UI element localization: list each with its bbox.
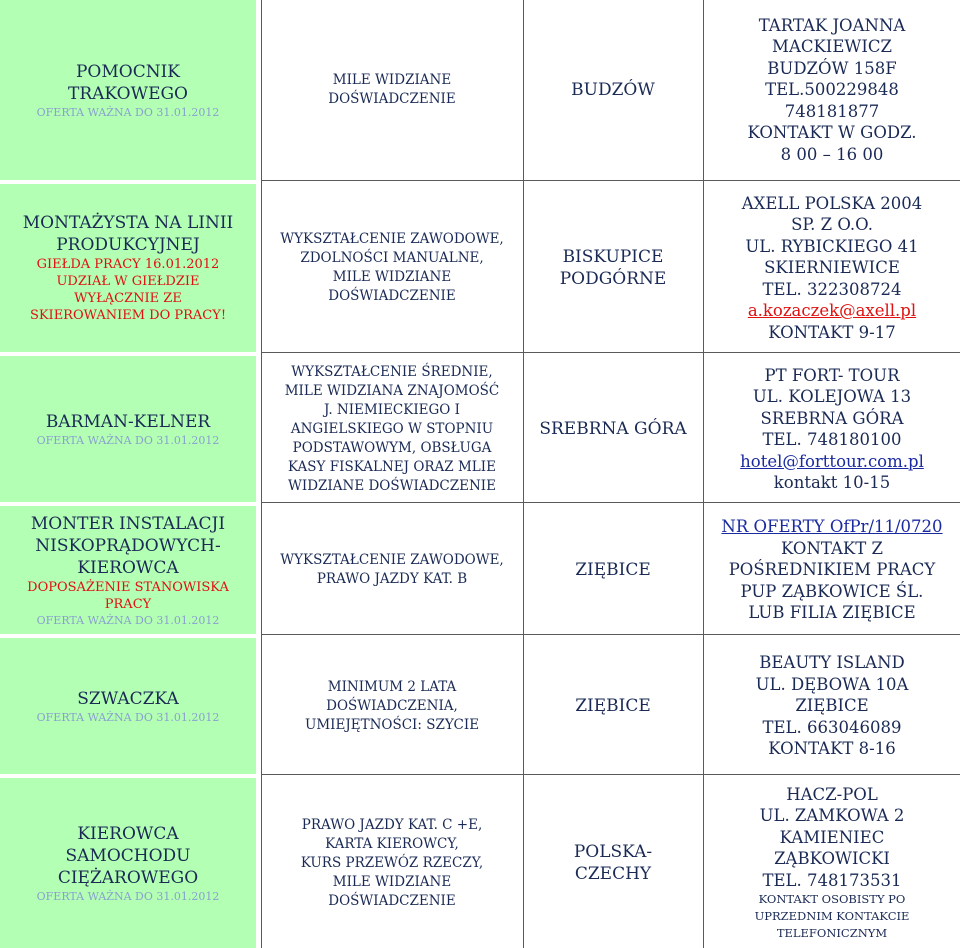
table-row — [0, 356, 960, 502]
requirement-line: KARTA KIEROWCY, — [325, 835, 459, 852]
contact-line: ZĄBKOWICKI — [774, 849, 890, 869]
contact-line: BUDZÓW 158F — [767, 58, 897, 78]
position-cell — [0, 0, 258, 180]
position-cell — [0, 356, 258, 502]
requirement-line: DOŚWIADCZENIE — [328, 91, 456, 107]
requirement-line: DOŚWIADCZENIA, — [326, 697, 458, 714]
offer-validity: OFERTA WAŻNA DO 31.01.2012 — [36, 710, 220, 724]
requirements-cell — [262, 0, 522, 180]
contact-line: UL. DĘBOWA 10A — [755, 674, 909, 694]
contact-line: UL. ZAMKOWA 2 — [759, 806, 905, 826]
requirement-line: PODSTAWOWYM, OBSŁUGA — [292, 439, 492, 456]
requirements-cell — [262, 506, 522, 634]
requirement-line: WYKSZTAŁCENIE ZAWODOWE, — [280, 231, 504, 247]
row-divider — [262, 502, 960, 503]
contact-line: UL. RYBICKIEGO 41 — [745, 236, 919, 256]
place-line: BISKUPICE — [562, 247, 664, 267]
contact-cell — [704, 778, 960, 948]
contact-line: 748181877 — [784, 101, 880, 121]
column-divider — [703, 0, 704, 948]
place-line: PODGÓRNE — [559, 269, 667, 289]
note-line: DOPOSAŻENIE STANOWISKA — [27, 579, 229, 595]
requirements-cell — [262, 778, 522, 948]
note-line: GIEŁDA PRACY 16.01.2012 — [36, 257, 220, 272]
column-divider — [523, 0, 524, 948]
contact-line: TEL.500229848 — [765, 80, 899, 100]
email-link[interactable]: hotel@forttour.com.pl — [740, 451, 924, 471]
contact-line: kontakt 10-15 — [773, 473, 891, 492]
table-row — [0, 778, 960, 948]
row-divider — [262, 352, 960, 353]
contact-line: TEL. 663046089 — [762, 717, 902, 737]
contact-line: POŚREDNIKIEM PRACY — [728, 560, 936, 580]
contact-line: UL. KOLEJOWA 13 — [752, 387, 912, 406]
requirement-line: PRAWO JAZDY KAT. C +E, — [301, 816, 483, 833]
contact-line: MACKIEWICZ — [772, 37, 892, 57]
row-divider — [262, 774, 960, 775]
contact-line: HACZ-POL — [786, 784, 878, 804]
contact-line: ZIĘBICE — [795, 696, 869, 716]
place-line: SREBRNA GÓRA — [539, 419, 687, 439]
contact-line: KONTAKT Z — [781, 538, 883, 558]
contact-line: TEL. 748173531 — [762, 870, 902, 890]
requirement-line: ANGIELSKIEGO W STOPNIU — [290, 420, 494, 437]
position-title: KIEROWCA — [77, 823, 179, 844]
requirement-line: MILE WIDZIANA ZNAJOMOŚĆ — [284, 382, 500, 399]
requirement-line: WYKSZTAŁCENIE ZAWODOWE, — [280, 552, 504, 568]
requirement-line: J. NIEMIECKIEGO I — [323, 401, 461, 418]
position-title: SAMOCHODU — [65, 845, 191, 866]
position-title: NISKOPRĄDOWYCH- — [35, 535, 221, 556]
contact-line: SP. Z O.O. — [791, 215, 873, 235]
table-row — [0, 506, 960, 634]
place-cell — [524, 506, 702, 634]
contact-line: TARTAK JOANNA — [758, 15, 906, 35]
position-cell — [0, 506, 258, 634]
requirement-line: UMIEJĘTNOŚCI: SZYCIE — [304, 716, 480, 733]
requirement-line: KASY FISKALNEJ ORAZ MLIE — [288, 458, 496, 475]
row-divider — [262, 634, 960, 635]
place-line: BUDZÓW — [571, 80, 655, 100]
requirement-line: WYKSZTAŁCENIE ŚREDNIE, — [291, 363, 493, 380]
offer-number: NR OFERTY OfPr/11/0720 — [721, 517, 943, 537]
email-link[interactable]: a.kozaczek@axell.pl — [747, 301, 917, 321]
requirement-line: MINIMUM 2 LATA — [327, 678, 457, 695]
contact-line: BEAUTY ISLAND — [759, 653, 905, 673]
contact-note: UPRZEDNIM KONTAKCIE — [754, 909, 910, 924]
contact-cell — [704, 506, 960, 634]
place-line: ZIĘBICE — [575, 560, 651, 580]
place-cell — [524, 778, 702, 948]
table-row — [0, 0, 960, 180]
requirement-line: ZDOLNOŚCI MANUALNE, — [300, 250, 484, 266]
contact-cell — [704, 356, 960, 502]
contact-line: TEL. 322308724 — [762, 279, 902, 299]
contact-note: KONTAKT OSOBISTY PO — [758, 892, 906, 907]
contact-line: TEL. 748180100 — [762, 430, 902, 449]
row-divider — [262, 180, 960, 181]
contact-line: SREBRNA GÓRA — [760, 408, 904, 428]
position-cell — [0, 778, 258, 948]
position-title: CIĘŻAROWEGO — [57, 867, 199, 888]
note-line: UDZIAŁ W GIEŁDZIE — [56, 274, 200, 289]
contact-line: 8 00 – 16 00 — [780, 144, 884, 164]
contact-line: KAMIENIEC — [779, 827, 885, 847]
offer-validity: OFERTA WAŻNA DO 31.01.2012 — [36, 889, 220, 903]
place-cell — [524, 0, 702, 180]
offer-validity: OFERTA WAŻNA DO 31.01.2012 — [36, 433, 220, 447]
note-line: SKIEROWANIEM DO PRACY! — [29, 308, 227, 323]
offer-validity: OFERTA WAŻNA DO 31.01.2012 — [36, 105, 220, 119]
requirement-line: MILE WIDZIANE — [332, 873, 452, 890]
position-cell — [0, 184, 258, 352]
requirement-line: PRAWO JAZDY KAT. B — [316, 571, 468, 587]
position-cell — [0, 638, 258, 774]
offer-validity: OFERTA WAŻNA DO 31.01.2012 — [36, 613, 220, 627]
column-divider — [261, 0, 262, 948]
position-title: TRAKOWEGO — [68, 83, 188, 104]
position-title: MONTAŻYSTA NA LINII — [22, 213, 234, 233]
table-row — [0, 638, 960, 774]
requirement-line: KURS PRZEWÓZ RZECZY, — [300, 854, 484, 871]
place-cell — [524, 184, 702, 352]
contact-line: PT FORT- TOUR — [764, 365, 900, 385]
contact-line: KONTAKT 9-17 — [768, 322, 896, 342]
position-title: MONTER INSTALACJI — [30, 513, 226, 534]
contact-line: KONTAKT W GODZ. — [747, 123, 917, 143]
contact-line: KONTAKT 8-16 — [768, 739, 896, 759]
place-line: CZECHY — [574, 864, 652, 884]
contact-line: AXELL POLSKA 2004 — [741, 193, 923, 213]
requirements-cell — [262, 184, 522, 352]
table-row — [0, 184, 960, 352]
position-title: PRODUKCYJNEJ — [56, 235, 200, 255]
place-line: POLSKA- — [573, 842, 653, 862]
contact-line: LUB FILIA ZIĘBICE — [748, 603, 916, 623]
requirement-line: WIDZIANE DOŚWIADCZENIE — [288, 477, 496, 494]
position-title: POMOCNIK — [75, 61, 181, 82]
contact-line: SKIERNIEWICE — [764, 258, 900, 278]
requirement-line: DOŚWIADCZENIE — [328, 288, 456, 304]
contact-cell — [704, 638, 960, 774]
contact-cell — [704, 0, 960, 180]
place-cell — [524, 638, 702, 774]
requirement-line: MILE WIDZIANE — [332, 269, 452, 285]
note-line: WYŁĄCZNIE ZE — [74, 291, 182, 306]
requirement-line: DOŚWIADCZENIE — [328, 892, 456, 909]
position-title: SZWACZKA — [77, 688, 179, 709]
position-title: KIEROWCA — [77, 557, 179, 578]
position-title: BARMAN-KELNER — [45, 411, 211, 432]
contact-line: PUP ZĄBKOWICE ŚL. — [740, 581, 924, 601]
place-line: ZIĘBICE — [575, 696, 651, 716]
place-cell — [524, 356, 702, 502]
note-line: PRACY — [104, 596, 152, 612]
requirements-cell — [262, 638, 522, 774]
contact-note: TELEFONICZNYM — [776, 926, 888, 941]
contact-cell — [704, 184, 960, 352]
requirement-line: MILE WIDZIANE — [332, 72, 452, 88]
requirements-cell — [262, 356, 522, 502]
